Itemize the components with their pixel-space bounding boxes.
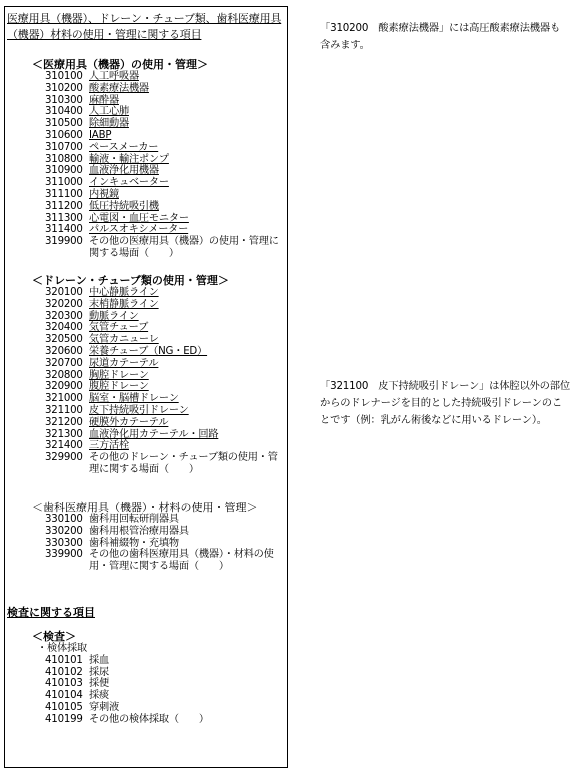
drain-tube-heading: ＜ドレーン・チューブ類の使用・管理＞: [32, 274, 229, 287]
item-label: 硬膜外カテーテル: [89, 416, 169, 428]
item-label: 血液浄化用カテーテル・回路: [89, 428, 219, 440]
item-label: 採尿: [89, 666, 109, 678]
item-label: その他の医療用具（機器）の使用・管理に関する場面（ ）: [89, 236, 279, 259]
item-label: 除細動器: [89, 118, 129, 130]
item-label: 動脈ライン: [89, 310, 139, 322]
item-code: 321000: [45, 393, 83, 405]
item-label: ペースメーカー: [89, 141, 159, 153]
list-item: [33, 118, 279, 130]
list-item: [33, 667, 209, 679]
item-label: 脳室・脳槽ドレーン: [89, 393, 179, 405]
item-label: 栄養チューブ（NG・ED）: [89, 345, 208, 357]
list-item: [33, 538, 279, 550]
note-oxygen-therapy: 「310200 酸素療法機器」には高圧酸素療法機器も含みます。: [320, 22, 561, 51]
list-item: [33, 142, 279, 154]
list-item: [33, 702, 209, 714]
item-label: 血液浄化用機器: [89, 165, 159, 177]
list-item: [33, 130, 279, 142]
exam-list: [33, 655, 209, 726]
medical-device-list: [33, 71, 279, 260]
item-code: 410103: [45, 678, 83, 690]
item-label: 歯科補綴物・充填物: [89, 537, 179, 549]
list-item: [33, 714, 209, 726]
list-item: [33, 334, 279, 346]
item-code: 310900: [45, 165, 83, 177]
item-code: 321300: [45, 428, 83, 440]
item-label: 内視鏡: [89, 188, 119, 200]
item-code: 410101: [45, 654, 83, 666]
list-item: [33, 287, 279, 299]
item-label: 三方活栓: [89, 440, 129, 452]
list-item: [33, 299, 279, 311]
item-code: 320100: [45, 287, 83, 298]
item-code: 330200: [45, 525, 83, 537]
item-code: 320200: [45, 298, 83, 310]
list-item: [33, 514, 279, 526]
item-label: 尿道カテーテル: [89, 357, 159, 369]
item-code: 310600: [45, 129, 83, 141]
exam-heading: ＜検査＞: [32, 630, 76, 643]
list-item: [33, 346, 279, 358]
list-item: [33, 189, 279, 201]
drain-tube-section: [33, 275, 279, 476]
item-label: 末梢静脈ライン: [89, 298, 159, 310]
note-subcutaneous-drain: 「321100 皮下持続吸引ドレーン」は体腔以外の部位からのドレナージを目的とした持続吸引ドレーンのことです（例：乳がん術後などに用いるドレーン）。: [320, 380, 570, 426]
list-item: [33, 154, 279, 166]
item-code: 321100: [45, 404, 83, 416]
item-code: 410104: [45, 690, 83, 702]
item-label: 採血: [89, 654, 109, 666]
item-label: 歯科用回転研削器具: [89, 514, 179, 525]
item-label: IABP: [89, 129, 112, 141]
item-label: 皮下持続吸引ドレーン: [89, 404, 189, 416]
list-item: [33, 526, 279, 538]
item-code: 320600: [45, 345, 83, 357]
medical-device-heading: ＜医療用具（機器）の使用・管理＞: [32, 58, 208, 71]
item-label: 気管カニューレ: [89, 334, 159, 346]
item-code: 310800: [45, 153, 83, 165]
list-item: [33, 381, 279, 393]
item-label: 採便: [89, 678, 109, 690]
item-code: 320800: [45, 369, 83, 381]
dental-list: [33, 514, 279, 573]
item-code: 311100: [45, 188, 83, 200]
item-code: 339900: [45, 549, 83, 561]
item-code: 310200: [45, 82, 83, 94]
drain-tube-list: [33, 287, 279, 476]
item-label: その他の検体採取（ ）: [89, 713, 209, 725]
list-item: [33, 83, 279, 95]
item-label: 気管チューブ: [89, 322, 149, 334]
item-code: 321400: [45, 440, 83, 452]
item-code: 321200: [45, 416, 83, 428]
list-item: [33, 236, 279, 260]
item-code: 330300: [45, 537, 83, 549]
item-label: 酸素療法機器: [89, 82, 149, 94]
list-item: [33, 678, 209, 690]
item-code: 410102: [45, 666, 83, 678]
item-label: 人工呼吸器: [89, 71, 139, 82]
item-label: 採痰: [89, 690, 109, 702]
item-label: その他の歯科医療用具（機器）・材料の使用・管理に関する場面（ ）: [89, 549, 274, 573]
item-label: その他のドレーン・チューブ類の使用・管理に関する場面（ ）: [89, 452, 278, 475]
dental-section: [33, 502, 279, 573]
list-item: [33, 549, 279, 573]
dental-heading: ＜歯科医療用具（機器）・材料の使用・管理＞: [32, 501, 258, 514]
list-item: [33, 429, 279, 441]
list-item: [33, 440, 279, 452]
list-item: [33, 690, 209, 702]
exam-section: [33, 631, 209, 726]
item-code: 319900: [45, 236, 83, 248]
list-item: [33, 311, 279, 323]
item-code: 310700: [45, 141, 83, 153]
item-code: 330100: [45, 514, 83, 525]
item-code: 320300: [45, 310, 83, 322]
item-label: 低圧持続吸引機: [89, 200, 159, 212]
item-label: パルスオキシメーター: [89, 224, 189, 236]
item-label: 歯科用根管治療用器具: [89, 525, 189, 537]
item-code: 329900: [45, 452, 83, 464]
item-code: 310100: [45, 71, 83, 82]
list-item: [33, 71, 279, 83]
list-item: [33, 370, 279, 382]
item-code: 410105: [45, 701, 83, 713]
item-label: インキュベーター: [89, 177, 169, 189]
item-label: 腹腔ドレーン: [89, 381, 149, 393]
medical-device-section: [33, 59, 279, 260]
list-item: [33, 417, 279, 429]
item-code: 311200: [45, 200, 83, 212]
list-item: [33, 95, 279, 107]
item-code: 311000: [45, 177, 83, 189]
item-label: 麻酔器: [89, 94, 119, 106]
section-title-exam: 検査に関する項目: [7, 606, 95, 619]
list-item: [33, 405, 279, 417]
item-code: 311400: [45, 224, 83, 236]
item-label: 中心静脈ライン: [89, 287, 159, 298]
list-item: [33, 213, 279, 225]
exam-subheading: ・検体採取: [37, 643, 87, 654]
list-item: [33, 224, 279, 236]
list-item: [33, 322, 279, 334]
item-code: 320700: [45, 357, 83, 369]
list-item: [33, 358, 279, 370]
item-label: 輸液・輸注ポンプ: [89, 153, 169, 165]
item-code: 311300: [45, 212, 83, 224]
item-code: 320500: [45, 334, 83, 346]
list-item: [33, 177, 279, 189]
list-item: [33, 393, 279, 405]
list-item: [33, 201, 279, 213]
item-code: 310400: [45, 106, 83, 118]
item-label: 穿刺液: [89, 701, 119, 713]
section-title-medical-devices: 医療用具（機器）、ドレーン・チューブ類、歯科医療用具（機器）材料の使用・管理に関する項目: [7, 12, 282, 41]
item-code: 310300: [45, 94, 83, 106]
item-code: 410199: [45, 713, 83, 725]
item-code: 320400: [45, 322, 83, 334]
list-item: [33, 452, 279, 476]
item-label: 心電図・血圧モニター: [89, 212, 189, 224]
item-code: 320900: [45, 381, 83, 393]
item-code: 310500: [45, 118, 83, 130]
list-item: [33, 106, 279, 118]
item-label: 人工心肺: [89, 106, 129, 118]
item-label: 胸腔ドレーン: [89, 369, 149, 381]
list-item: [33, 655, 209, 667]
list-item: [33, 165, 279, 177]
